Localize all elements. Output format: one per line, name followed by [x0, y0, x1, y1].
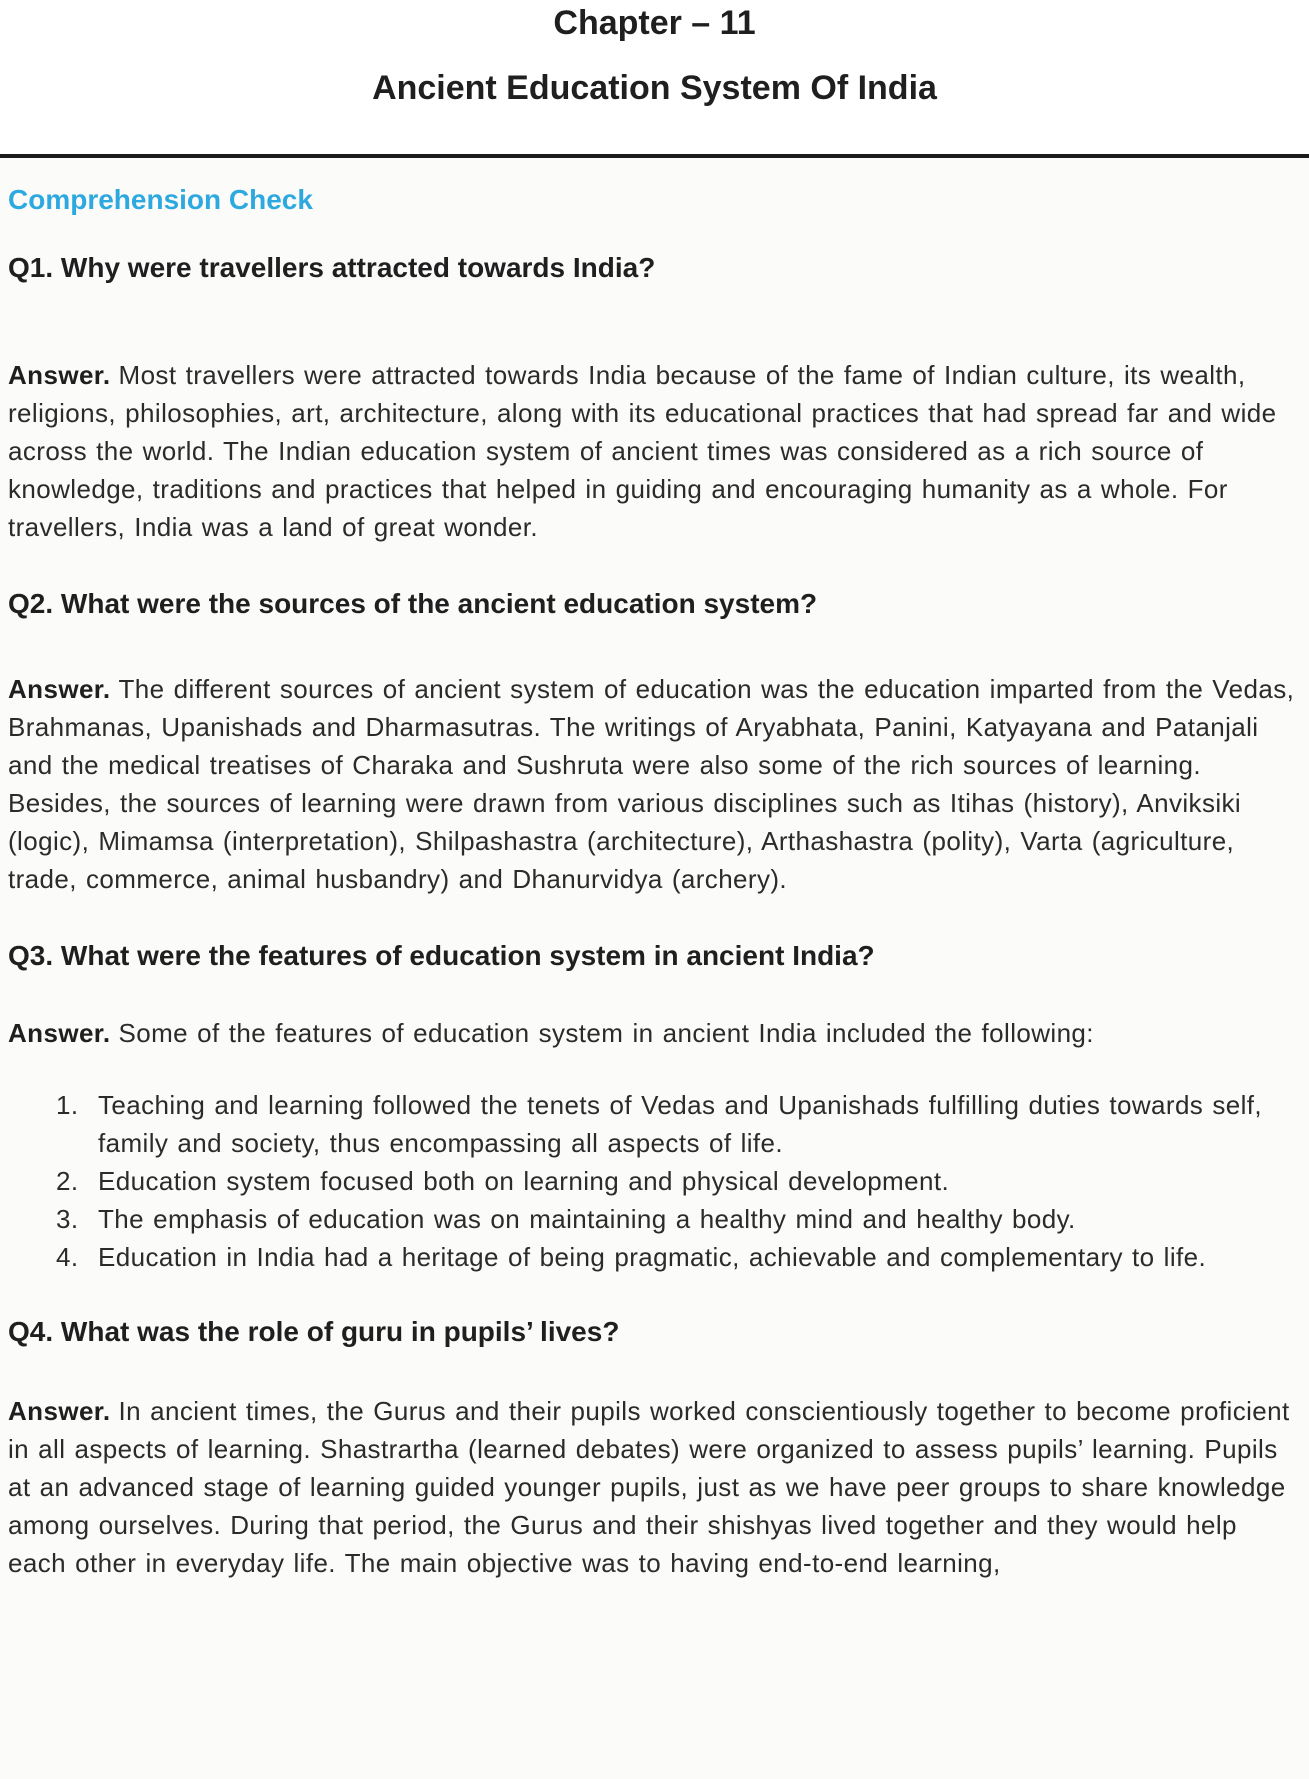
question-q3: Q3. What were the features of education system in ancient India?: [8, 940, 875, 971]
list-item: [56, 1086, 1301, 1162]
list-item: [56, 1200, 1301, 1238]
answer-label-q1: Answer.: [8, 360, 111, 390]
question-q1: Q1. Why were travellers attracted towards India?: [8, 252, 656, 283]
page-header: [0, 0, 1309, 158]
answer-label-q3: Answer.: [8, 1018, 111, 1048]
answer-q3: [8, 1014, 1301, 1052]
question-q2: Q2. What were the sources of the ancient education system?: [8, 588, 818, 619]
list-item-text: The emphasis of education was on maintaining a healthy mind and healthy body.: [98, 1204, 1076, 1234]
list-item-text: Education system focused both on learning and physical development.: [98, 1166, 950, 1196]
list-item-text: Teaching and learning followed the tenets of Vedas and Upanishads fulfilling duties towards self, family and society, thus encompassing all aspects of life.: [98, 1090, 1263, 1158]
section-heading: Comprehension Check: [8, 184, 313, 215]
answer-label-q2: Answer.: [8, 674, 111, 704]
chapter-subtitle: Ancient Education System Of India: [372, 69, 937, 107]
list-item-number: 1.: [56, 1090, 79, 1120]
list-item-number: 4.: [56, 1242, 79, 1272]
list-item-number: 3.: [56, 1204, 79, 1234]
answer-q4: [8, 1392, 1301, 1582]
question-q4: Q4. What was the role of guru in pupils’ lives?: [8, 1316, 620, 1347]
list-item: [56, 1162, 1301, 1200]
list-item-text: Education in India had a heritage of being pragmatic, achievable and complementary to life.: [98, 1242, 1207, 1272]
list-item-number: 2.: [56, 1166, 79, 1196]
features-list: [8, 1086, 1301, 1276]
divider: [0, 154, 1309, 158]
list-item: [56, 1238, 1301, 1276]
answer-text-q2: The different sources of ancient system of education was the education imparted from the Vedas, Brahmanas, Upanishads and Dharmasutras. The writings of Aryabhata, Panini, Katyayana and Patanjali and the medical treatises of Charaka and Sushruta were also some of the rich sources of learning. Besides, the sources of learning were drawn from various disciplines such as Itihas (history), Anviksiki (logic), Mimamsa (interpretation), Shilpashastra (architecture), Arthashastra (polity), Varta (agriculture, trade, commerce, animal husbandry) and Dhanurvidya (archery).: [8, 674, 1295, 894]
chapter-title: Chapter – 11: [553, 4, 756, 42]
answer-q1: [8, 356, 1301, 546]
answer-q2: [8, 670, 1301, 898]
answer-text-q3: Some of the features of education system in ancient India included the following:: [118, 1018, 1094, 1048]
document-body: [0, 184, 1309, 1582]
answer-label-q4: Answer.: [8, 1396, 111, 1426]
answer-text-q1: Most travellers were attracted towards India because of the fame of Indian culture, its wealth, religions, philosophies, art, architecture, along with its educational practices that had spread far and wide across the world. The Indian education system of ancient times was considered as a rich source of knowledge, traditions and practices that helped in guiding and encouraging humanity as a whole. For travellers, India was a land of great wonder.: [8, 360, 1277, 542]
answer-text-q4: In ancient times, the Gurus and their pupils worked conscientiously together to become proficient in all aspects of learning. Shastrartha (learned debates) were organized to assess pupils’ learning. Pupils at an advanced stage of learning guided younger pupils, just as we have peer groups to share knowledge among ourselves. During that period, the Gurus and their shishyas lived together and they would help each other in everyday life. The main objective was to having end-to-end learning,: [8, 1396, 1290, 1578]
